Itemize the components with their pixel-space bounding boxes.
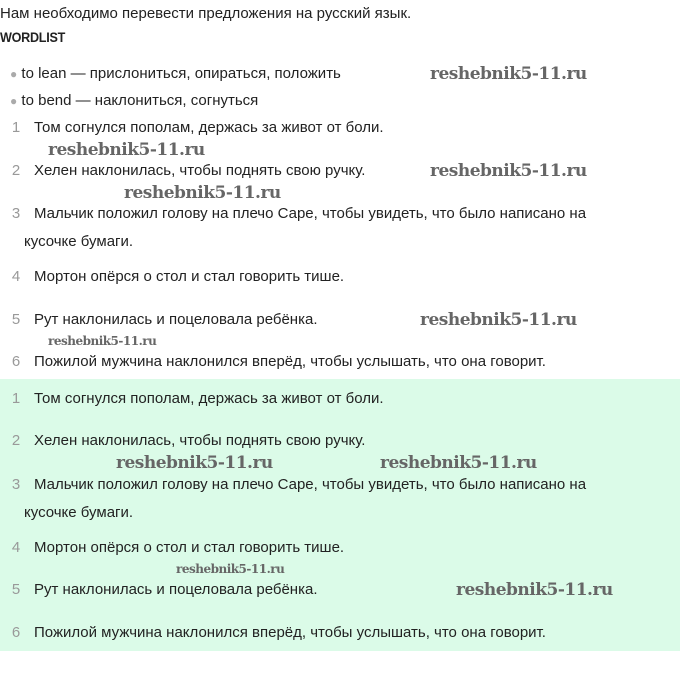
answer-text: Хелен наклонилась, чтобы поднять свою ручку. bbox=[34, 432, 366, 449]
watermark: reshebnik5-11.ru bbox=[430, 64, 587, 84]
answer-item bbox=[7, 431, 365, 451]
wordlist-title: WORDLIST bbox=[0, 29, 66, 45]
sentence-text: Пожилой мужчина наклонился вперёд, чтобы услышать, что она говорит. bbox=[34, 353, 546, 370]
answer-item bbox=[7, 580, 317, 600]
item-number: 3 bbox=[11, 205, 21, 222]
wordlist-text: to bend — наклониться, согнуться bbox=[21, 92, 259, 109]
item-number: 1 bbox=[11, 119, 21, 136]
watermark: reshebnik5-11.ru bbox=[380, 453, 537, 473]
item-number: 6 bbox=[11, 624, 21, 641]
sentence-item bbox=[7, 118, 384, 138]
answer-text: Том согнулся пополам, держась за живот от боли. bbox=[34, 390, 384, 407]
item-number: 5 bbox=[11, 581, 21, 598]
bullet-icon: ● bbox=[10, 67, 18, 81]
watermark: reshebnik5-11.ru bbox=[116, 453, 273, 473]
answer-continuation: кусочке бумаги. bbox=[24, 504, 134, 521]
answer-item bbox=[7, 623, 546, 643]
wordlist-text: to lean — прислониться, опираться, положить bbox=[21, 65, 341, 82]
watermark: reshebnik5-11.ru bbox=[430, 161, 587, 181]
answer-text: Мальчик положил голову на плечо Саре, чтобы увидеть, что было написано на bbox=[34, 476, 587, 493]
watermark: reshebnik5-11.ru bbox=[124, 183, 281, 203]
sentence-continuation: кусочке бумаги. bbox=[24, 233, 134, 250]
wordlist-item bbox=[10, 64, 341, 84]
item-number: 1 bbox=[11, 390, 21, 407]
answer-text: Рут наклонилась и поцеловала ребёнка. bbox=[34, 581, 318, 598]
item-number: 3 bbox=[11, 476, 21, 493]
watermark: reshebnik5-11.ru bbox=[420, 310, 577, 330]
answer-item bbox=[7, 538, 344, 558]
sentence-item bbox=[7, 204, 586, 224]
sentence-item bbox=[7, 352, 546, 372]
intro-text: Нам необходимо перевести предложения на русский язык. bbox=[0, 5, 412, 22]
sentence-text: Мортон опёрся о стол и стал говорить тише. bbox=[34, 268, 345, 285]
item-number: 5 bbox=[11, 311, 21, 328]
sentence-item bbox=[7, 310, 317, 330]
sentence-item bbox=[7, 267, 344, 287]
answer-item bbox=[7, 475, 586, 495]
answer-item bbox=[7, 389, 384, 409]
sentence-item bbox=[7, 161, 365, 181]
wordlist-item bbox=[10, 91, 258, 111]
item-number: 4 bbox=[11, 539, 21, 556]
bullet-icon: ● bbox=[10, 94, 18, 108]
watermark: reshebnik5-11.ru bbox=[48, 140, 205, 160]
sentence-text: Рут наклонилась и поцеловала ребёнка. bbox=[34, 311, 318, 328]
sentence-text: Мальчик положил голову на плечо Саре, чтобы увидеть, что было написано на bbox=[34, 205, 587, 222]
item-number: 6 bbox=[11, 353, 21, 370]
item-number: 2 bbox=[11, 162, 21, 179]
answer-text: Пожилой мужчина наклонился вперёд, чтобы услышать, что она говорит. bbox=[34, 624, 546, 641]
watermark: reshebnik5-11.ru bbox=[176, 562, 285, 576]
watermark: reshebnik5-11.ru bbox=[456, 580, 613, 600]
watermark: reshebnik5-11.ru bbox=[48, 334, 157, 348]
sentence-text: Том согнулся пополам, держась за живот от боли. bbox=[34, 119, 384, 136]
item-number: 4 bbox=[11, 268, 21, 285]
sentence-text: Хелен наклонилась, чтобы поднять свою ручку. bbox=[34, 162, 366, 179]
item-number: 2 bbox=[11, 432, 21, 449]
answer-text: Мортон опёрся о стол и стал говорить тише. bbox=[34, 539, 345, 556]
